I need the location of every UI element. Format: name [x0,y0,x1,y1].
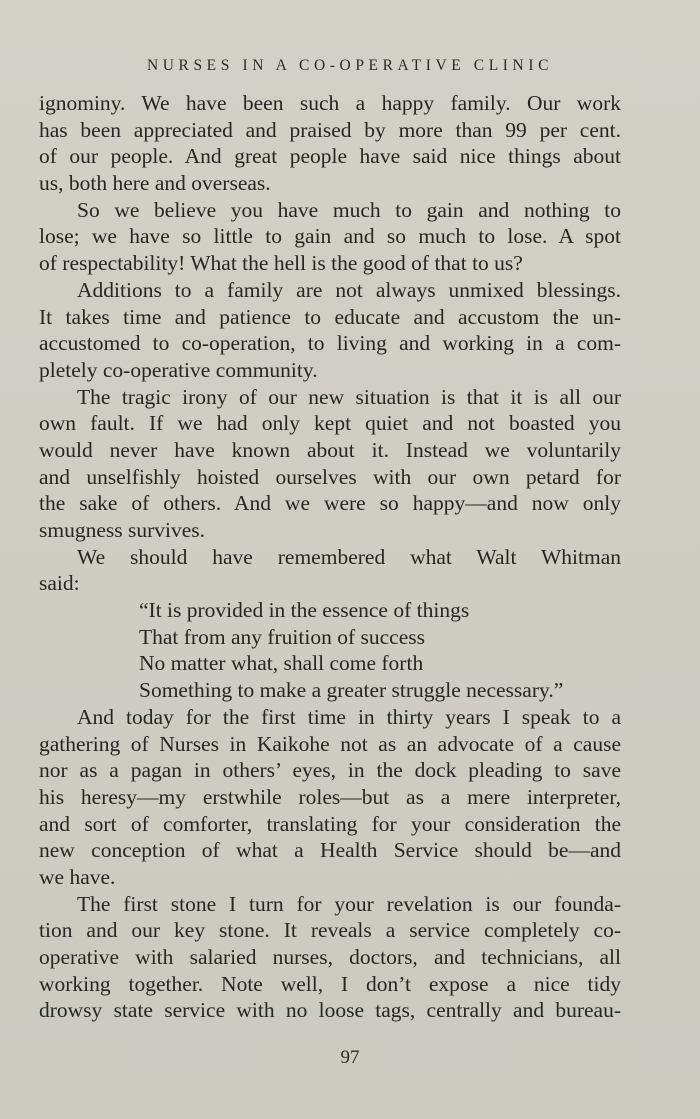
text-line: of our people. And great people have said nice things about [39,144,621,169]
text-line: nor as a pagan in others’ eyes, in the dock pleading to save [39,758,621,783]
text-line: said: [39,571,80,596]
body-text [39,90,621,1024]
text-line: It takes time and patience to educate and accustom the un‑ [39,304,621,329]
text-line: and unselfishly hoisted ourselves with our own petard for [39,464,621,489]
text-line: So we believe you have much to gain and nothing to [77,197,621,222]
text-line: tion and our key stone. It reveals a service completely co‑ [39,918,621,943]
text-line: us, both here and overseas. [39,171,271,196]
text-line: working together. Note well, I don’t expose a nice tidy [39,971,621,996]
text-line: Additions to a family are not always unmixed blessings. [77,277,621,302]
text-line: new conception of what a Health Service should be—and [39,838,621,863]
text-line: his heresy—my erstwhile roles—but as a mere interpreter, [39,784,621,809]
running-head: NURSES IN A CO‑OPERATIVE CLINIC [146,57,554,74]
verse-line: No matter what, shall come forth [139,651,424,676]
text-line: And today for the first time in thirty years I speak to a [77,704,621,729]
text-line: The tragic irony of our new situation is that it is all our [77,384,621,409]
text-line: of respectability! What the hell is the good of that to us? [39,251,523,276]
text-line: the sake of others. And we were so happy—and now only [39,491,621,516]
page-number: 97 [340,1047,360,1068]
text-line: own fault. If we had only kept quiet and not boasted you [39,411,621,436]
text-line: accustomed to co‑operation, to living and working in a com‑ [39,331,621,356]
verse-line: That from any fruition of success [139,624,425,649]
text-line: The first stone I turn for your revelation is our founda‑ [77,891,621,916]
text-line: ignominy. We have been such a happy family. Our work [39,91,621,115]
text-line: operative with salaried nurses, doctors, and technicians, all [39,945,621,969]
text-line: would never have known about it. Instead we voluntarily [39,437,621,462]
verse-line: “It is provided in the essence of things [139,598,470,623]
text-line: lose; we have so little to gain and so much to lose. A spot [39,224,621,249]
text-line: smugness survives. [39,518,206,542]
text-line: and sort of comforter, translating for your consideration the [39,811,621,836]
text-line: drowsy state service with no loose tags, centrally and bureau‑ [39,998,621,1023]
text-line: gathering of Nurses in Kaikohe not as an advocate of a cause [39,731,621,756]
text-line: pletely co‑operative community. [39,357,318,382]
text-line: we have. [39,864,116,889]
text-line: We should have remembered what Walt Whitman [77,544,621,569]
text-line: has been appreciated and praised by more than 99 per cent. [39,117,621,142]
verse-line: Something to make a greater struggle necessary.” [139,678,564,703]
